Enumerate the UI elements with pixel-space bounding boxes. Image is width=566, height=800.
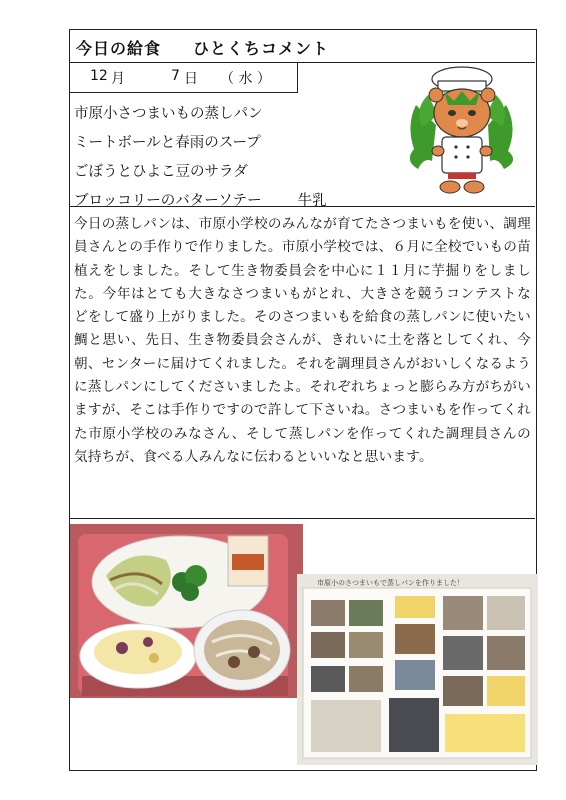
date-month-unit: 月: [111, 71, 125, 87]
menu-item: ごぼうとひよこ豆のサラダ: [74, 164, 248, 180]
poster-collage: [297, 574, 538, 765]
date-weekday: （ 水 ）: [220, 71, 271, 87]
menu-item: ミートボールと春雨のスープ: [74, 135, 261, 151]
date-day-unit: 日: [184, 71, 198, 87]
comment-divider: [70, 518, 535, 519]
title-left: 今日の給食: [76, 39, 162, 58]
menu-item: 市原小さつまいもの蒸しパン: [74, 106, 263, 122]
menu-item-last: ブロッコリーのバターソテー: [74, 193, 262, 209]
menu-list: [74, 100, 374, 216]
title-right: ひとくちコメント: [193, 39, 330, 58]
date-day: 7: [171, 68, 180, 84]
poster-photo: [297, 574, 538, 765]
menu-divider: [70, 206, 535, 207]
mascot-chef-illustration: [402, 65, 522, 197]
menu-drink: 牛乳: [297, 193, 327, 209]
header-row: [70, 30, 535, 63]
date-row: [70, 62, 298, 93]
menu-item: [74, 187, 374, 216]
worksheet: [69, 29, 537, 771]
page-title: [76, 36, 329, 59]
poster-title: 市原小のさつまいもで蒸しパンを作りました！: [317, 579, 464, 587]
lunch-tray-photo: [70, 524, 303, 698]
comment-text: 今日の蒸しパンは、市原小学校のみんなが育てたさつまいもを使い、調理員さんとの手作りで作りました。市原小学校では、６月に全校でいもの苗植えをしました。そして生き物委員会を中心に１１月に芋掘りをしました。今年はとても大きなさつまいもがとれ、大きさを競うコンテストなどをして盛り上がりました。そのさつまいもを給食の蒸しパンに使いたい鯛と思い、先日、生き物委員会さんが、きれいに土を落としてくれ、今朝、センターに届けてくれました。それを調理員さんがおいしくなるように蒸しパンにしてくださいましたよ。それぞれちょっと膨らみ方がちがいますが、そこは手作りですので許して下さいね。さつまいもを作ってくれた市原小学校のみなさん、そして蒸しパンを作ってくれた調理員さんの気持ちが、食べる人みんなに伝わるといいなと思います。: [74, 216, 531, 465]
date-month: 12: [90, 68, 108, 84]
